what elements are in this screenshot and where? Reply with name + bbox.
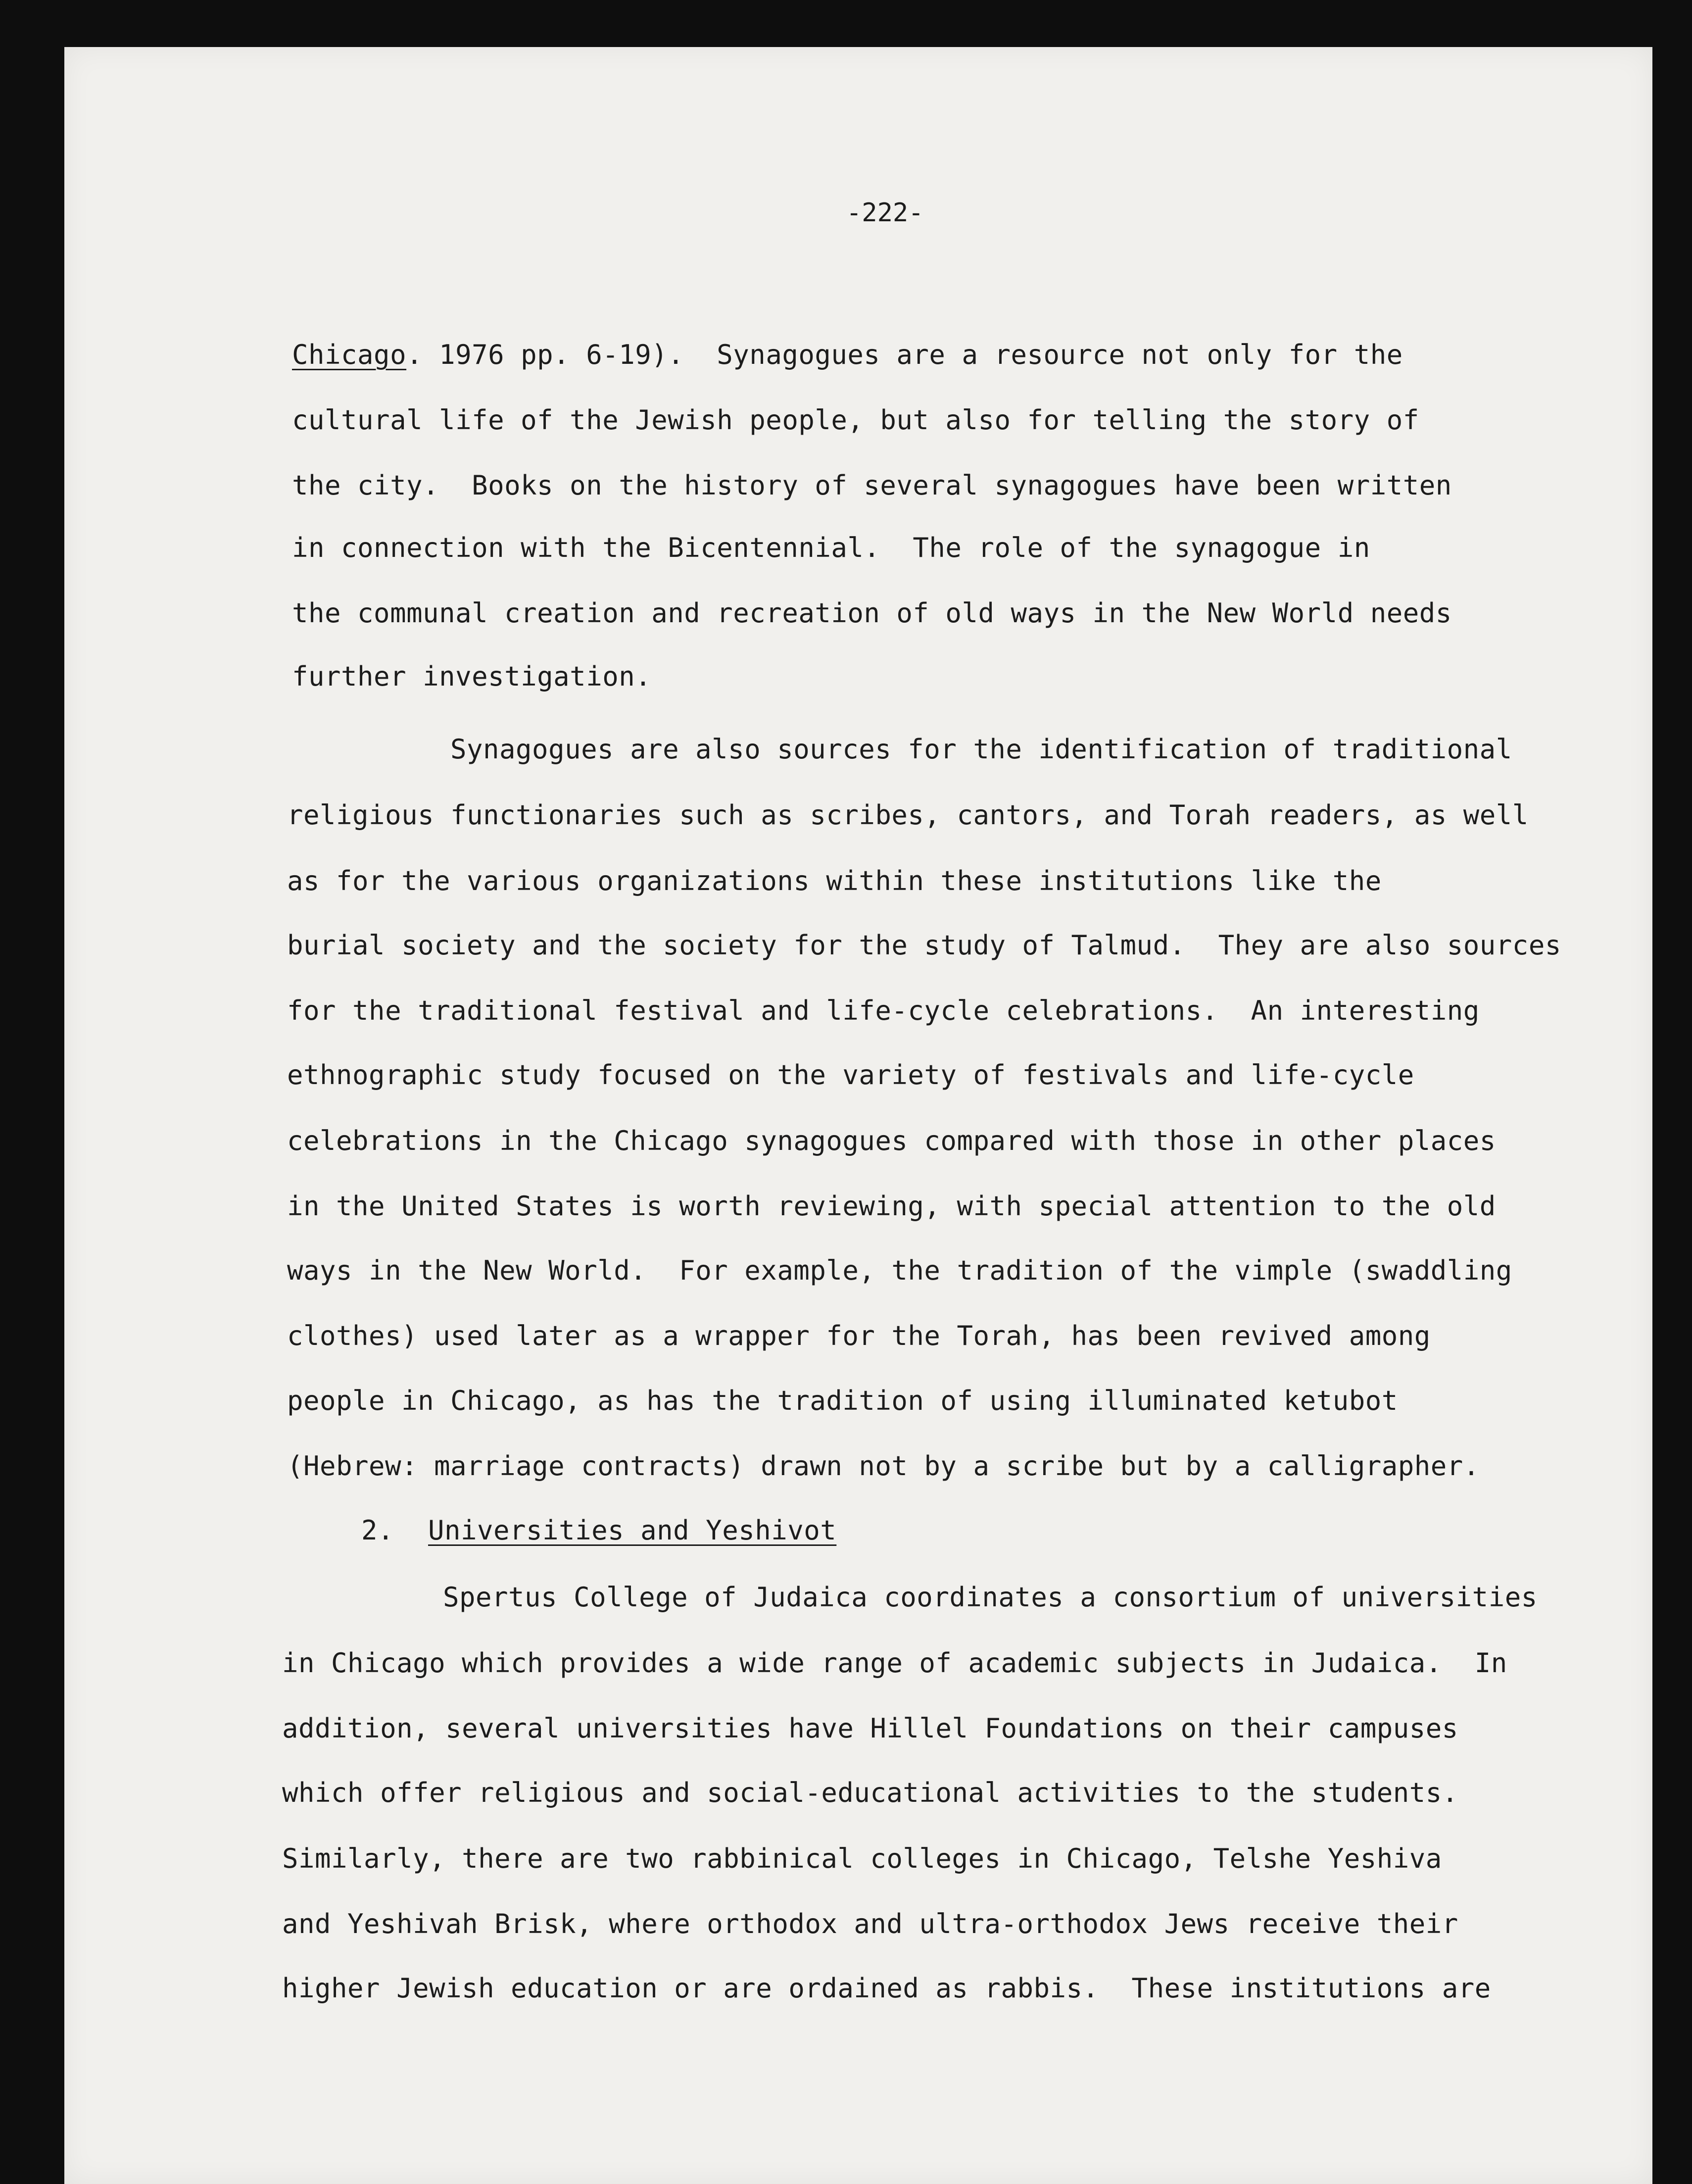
paragraph-2-line-3: as for the various organizations within these institutions like the [287,865,1382,896]
paragraph-2-line-1: Synagogues are also sources for the identification of traditional [450,734,1512,765]
paragraph-3-line-7: higher Jewish education or are ordained as rabbis. These institutions are [282,1973,1491,2004]
paragraph-1-line-1 [292,339,1403,370]
paragraph-2-line-8: in the United States is worth reviewing, with special attention to the old [287,1191,1496,1222]
page-number: -222- [846,198,924,228]
paragraph-1-line-1-text: . 1976 pp. 6-19). Synagogues are a resource not only for the [406,339,1403,370]
paragraph-1-line-2: cultural life of the Jewish people, but also for telling the story of [292,404,1419,436]
paragraph-2-line-9: ways in the New World. For example, the tradition of the vimple (swaddling [287,1255,1512,1286]
paragraph-3-line-6: and Yeshivah Brisk, where orthodox and ultra-orthodox Jews receive their [282,1908,1458,1939]
citation-title: Chicago [292,339,407,370]
paragraph-2-line-7: celebrations in the Chicago synagogues compared with those in other places [287,1125,1496,1156]
paragraph-1-line-6: further investigation. [292,661,652,692]
paragraph-2-line-4: burial society and the society for the study of Talmud. They are also sources [287,930,1561,961]
section-2-heading: Universities and Yeshivot [428,1515,837,1546]
paragraph-1-line-3: the city. Books on the history of several synagogues have been written [292,470,1452,501]
paragraph-2-line-2: religious functionaries such as scribes, cantors, and Torah readers, as well [287,799,1529,831]
paragraph-3-line-3: addition, several universities have Hillel Foundations on their campuses [282,1713,1458,1744]
document-page [64,47,1652,2184]
paragraph-1-line-5: the communal creation and recreation of old ways in the New World needs [292,597,1452,629]
paragraph-3-line-4: which offer religious and social-educational activities to the students. [282,1777,1458,1808]
section-2-number: 2. [361,1515,394,1546]
paragraph-1-line-4: in connection with the Bicentennial. The role of the synagogue in [292,532,1370,563]
paragraph-2-line-5: for the traditional festival and life-cycle celebrations. An interesting [287,995,1480,1026]
paragraph-3-line-1: Spertus College of Judaica coordinates a consortium of universities [443,1582,1538,1613]
paragraph-2-line-6: ethnographic study focused on the variety of festivals and life-cycle [287,1059,1414,1091]
paragraph-2-line-11: people in Chicago, as has the tradition of using illuminated ketubot [287,1385,1398,1416]
paragraph-3-line-2: in Chicago which provides a wide range of academic subjects in Judaica. In [282,1647,1507,1679]
paragraph-3-line-5: Similarly, there are two rabbinical colleges in Chicago, Telshe Yeshiva [282,1843,1442,1874]
paragraph-2-line-10: clothes) used later as a wrapper for the Torah, has been revived among [287,1320,1431,1351]
paragraph-2-line-12: (Hebrew: marriage contracts) drawn not by a scribe but by a calligrapher. [287,1450,1480,1482]
